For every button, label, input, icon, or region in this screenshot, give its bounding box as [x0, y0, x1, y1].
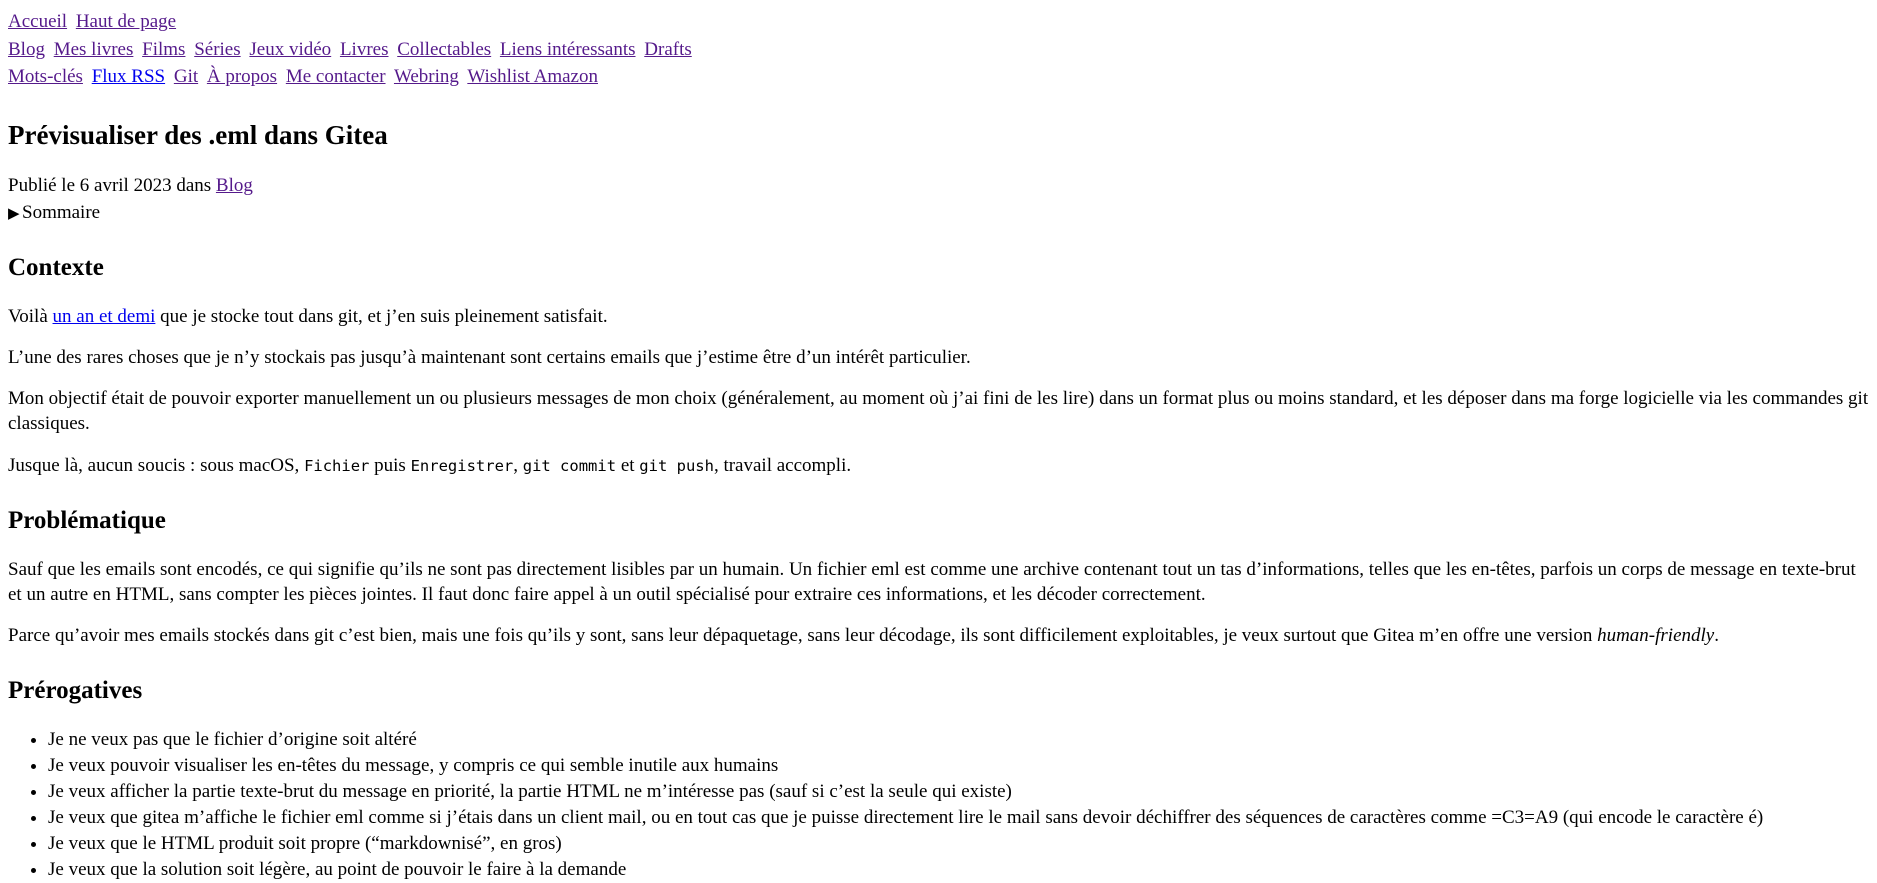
nav-link-collectables[interactable]: Collectables: [397, 38, 492, 60]
code-enregistrer: Enregistrer: [410, 456, 514, 475]
heading-problematique: Problématique: [8, 506, 166, 534]
table-of-contents-toggle[interactable]: [8, 200, 1869, 225]
article-category-link[interactable]: Blog: [215, 175, 253, 197]
contexte-p4-c: ,: [513, 454, 523, 476]
nav-link-accueil[interactable]: Accueil: [8, 11, 68, 32]
nav-link-jeux-video[interactable]: Jeux vidéo: [249, 38, 332, 60]
contexte-paragraph-1: [8, 304, 1869, 329]
problematique-paragraph-2: [8, 623, 1869, 648]
contexte-p4-a: Jusque là, aucun soucis : sous macOS,: [8, 454, 305, 476]
list-item: • Je veux pouvoir visualiser les en-têtes du message, y compris ce qui semble inutile aux humains: [48, 753, 1869, 778]
nav-link-liens-interessants[interactable]: Liens intéressants: [499, 38, 636, 60]
list-item: • Je veux que gitea m’affiche le fichier eml comme si j’étais dans un client mail, ou en tout cas que je puisse directement lire le mail sans devoir déchiffrer des séquences de caractères comme =C3=A9 (qui encode le caractère é): [48, 805, 1869, 830]
contexte-p4-d: et: [616, 454, 640, 476]
contexte-paragraph-3: Mon objectif était de pouvoir exporter manuellement un ou plusieurs messages de mon choix (généralement, au moment où j’ai fini de les lire) dans un format plus ou moins standard, et les déposer dans ma forge logicielle via les commandes git classiques.: [8, 388, 1869, 435]
nav-link-git[interactable]: Git: [173, 66, 199, 88]
contexte-p4-b: puis: [369, 454, 411, 476]
page-title: Prévisualiser des .eml dans Gitea: [8, 119, 388, 150]
nav-link-a-propos[interactable]: À propos: [206, 66, 278, 88]
heading-contexte: Contexte: [8, 254, 104, 282]
code-fichier: Fichier: [304, 456, 370, 475]
contexte-p4-e: , travail accompli.: [713, 454, 852, 476]
code-git-push: git push: [639, 456, 714, 475]
nav-row-sections[interactable]: [8, 36, 1869, 64]
contexte-p1-before: Voilà: [8, 306, 53, 328]
nav-row-meta[interactable]: [8, 63, 1869, 91]
nav-link-mots-cles[interactable]: Mots-clés: [8, 66, 83, 88]
nav-link-me-contacter[interactable]: Me contacter: [285, 66, 386, 88]
article-meta: [8, 173, 1869, 198]
list-item: • Je veux que la solution soit légère, au point de pouvoir le faire à la demande: [48, 857, 1869, 882]
chevron-right-icon: ▶: [8, 206, 20, 223]
contexte-paragraph-4: [8, 453, 1869, 478]
nav-link-wishlist-amazon[interactable]: Wishlist Amazon: [467, 66, 598, 88]
contexte-paragraph-2: L’une des rares choses que je n’y stockais pas jusqu’à maintenant sont certains emails que j’estime être d’un intérêt particulier.: [8, 347, 971, 369]
nav-link-series[interactable]: Séries: [194, 38, 241, 60]
problematique-p2-after: .: [1714, 624, 1719, 646]
nav-link-haut-de-page[interactable]: Haut de page: [75, 11, 177, 32]
table-of-contents-label: Sommaire: [22, 202, 101, 224]
table-of-contents[interactable]: [8, 200, 1869, 225]
contexte-p1-after: que je stocke tout dans git, et j’en suis pleinement satisfait.: [155, 306, 608, 328]
list-item: • Je veux afficher la partie texte-brut du message en priorité, la partie HTML ne m’intéresse pas (sauf si c’est la seule qui existe): [48, 779, 1869, 804]
nav-link-mes-livres[interactable]: Mes livres: [53, 38, 134, 60]
nav-link-blog[interactable]: Blog: [8, 38, 45, 60]
contexte-inline-link[interactable]: un an et demi: [52, 306, 156, 328]
problematique-p2-before: Parce qu’avoir mes emails stockés dans git c’est bien, mais une fois qu’ils y sont, sans leur dépaquetage, sans leur décodage, ils sont difficilement exploitables, je veux surtout que Gitea m’en offre une version: [8, 624, 1598, 646]
prerogatives-list: [8, 727, 1869, 882]
nav-link-webring[interactable]: Webring: [393, 66, 459, 88]
nav-link-films[interactable]: Films: [142, 38, 186, 60]
heading-prerogatives: Prérogatives: [8, 676, 143, 704]
problematique-p2-emphasis: human-friendly: [1597, 624, 1715, 646]
nav-row-primary[interactable]: [8, 8, 1869, 36]
article-meta-prefix: Publié le 6 avril 2023 dans: [8, 175, 216, 197]
list-item: • Je ne veux pas que le fichier d’origine soit altéré: [48, 727, 1869, 752]
list-item: • Je veux que le HTML produit soit propre (“markdownisé”, en gros): [48, 831, 1869, 856]
nav-link-flux-rss[interactable]: Flux RSS: [91, 66, 166, 88]
nav-link-drafts[interactable]: Drafts: [644, 38, 692, 60]
nav-link-livres[interactable]: Livres: [339, 38, 389, 60]
code-git-commit: git commit: [522, 456, 617, 475]
problematique-paragraph-1: Sauf que les emails sont encodés, ce qui signifie qu’ils ne sont pas directement lisibles par un humain. Un fichier eml est comme une archive contenant tout un tas d’informations, telles que les en-têtes, parfois un corps de message en texte-brut et un autre en HTML, sans compter les pièces jointes. Il faut donc faire appel à un outil spécialisé pour extraire ces informations, et les décoder correctement.: [8, 558, 1856, 605]
